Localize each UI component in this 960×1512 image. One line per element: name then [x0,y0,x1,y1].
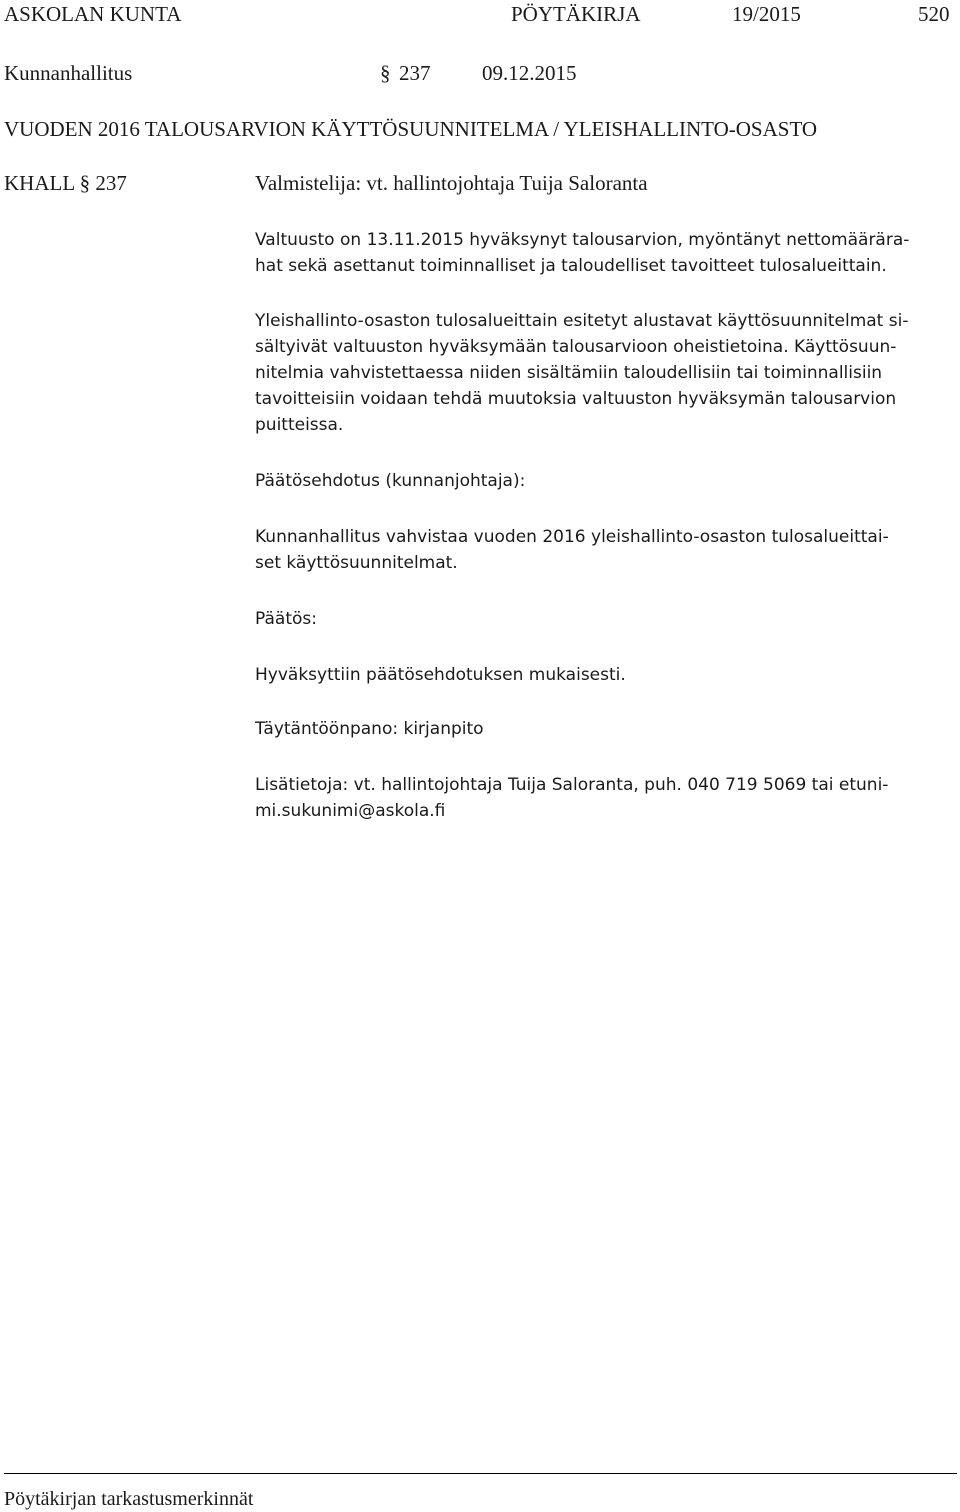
decision-heading: Päätös: [255,609,317,629]
section-sign: § [380,61,391,85]
paragraph-line: Lisätietoja: vt. hallintojohtaja Tuija Saloranta, puh. 040 719 5069 tai etuni- [255,775,889,795]
page-number: 520 [918,2,950,26]
paragraph-operating-plans [255,308,955,438]
document-number: 19/2015 [732,2,801,26]
paragraph-budget-approval [255,227,955,279]
meeting-date: 09.12.2015 [482,61,577,85]
execution-line: Täytäntöönpano: kirjanpito [255,719,484,739]
paragraph-line: Kunnanhallitus vahvistaa vuoden 2016 yleishallinto-osaston tulosalueittai- [255,527,889,547]
paragraph-line: mi.sukunimi@askola.fi [255,801,446,821]
paragraph-line: hat sekä asettanut toiminnalliset ja taloudelliset tavoitteet tulosalueittain. [255,256,887,276]
document-type: PÖYTÄKIRJA [511,2,641,26]
paragraph-line: sältyivät valtuuston hyväksymään talousarvioon oheistietoina. Käyttösuun- [255,337,897,357]
proposal-text [255,524,955,576]
subject-title: VUODEN 2016 TALOUSARVION KÄYTTÖSUUNNITELMA / YLEISHALLINTO-OSASTO [4,117,818,141]
paragraph-line: Yleishallinto-osaston tulosalueittain esitetyt alustavat käyttösuunnitelmat si- [255,311,909,331]
proposal-heading: Päätösehdotus (kunnanjohtaja): [255,471,526,491]
more-info [255,772,955,824]
paragraph-line: Valtuusto on 13.11.2015 hyväksynyt talousarvion, myöntänyt nettomäärära- [255,230,910,250]
preparer-line: Valmistelija: vt. hallintojohtaja Tuija Saloranta [255,171,648,195]
decision-text: Hyväksyttiin päätösehdotuksen mukaisesti. [255,665,626,685]
paragraph-line: tavoitteisiin voidaan tehdä muutoksia valtuuston hyväksymän talousarvion [255,389,897,409]
footer-text: Pöytäkirjan tarkastusmerkinnät [4,1488,254,1510]
paragraph-line: puitteissa. [255,415,344,435]
paragraph-line: set käyttösuunnitelmat. [255,553,458,573]
footer-divider [4,1473,957,1474]
meeting-body-name: Kunnanhallitus [4,61,133,85]
organization-name: ASKOLAN KUNTA [4,2,182,26]
paragraph-line: nitelmia vahvistettaessa niiden sisältämiin taloudellisiin tai toiminnallisiin [255,363,883,383]
case-id: KHALL § 237 [4,171,127,195]
section-number: 237 [399,61,431,85]
